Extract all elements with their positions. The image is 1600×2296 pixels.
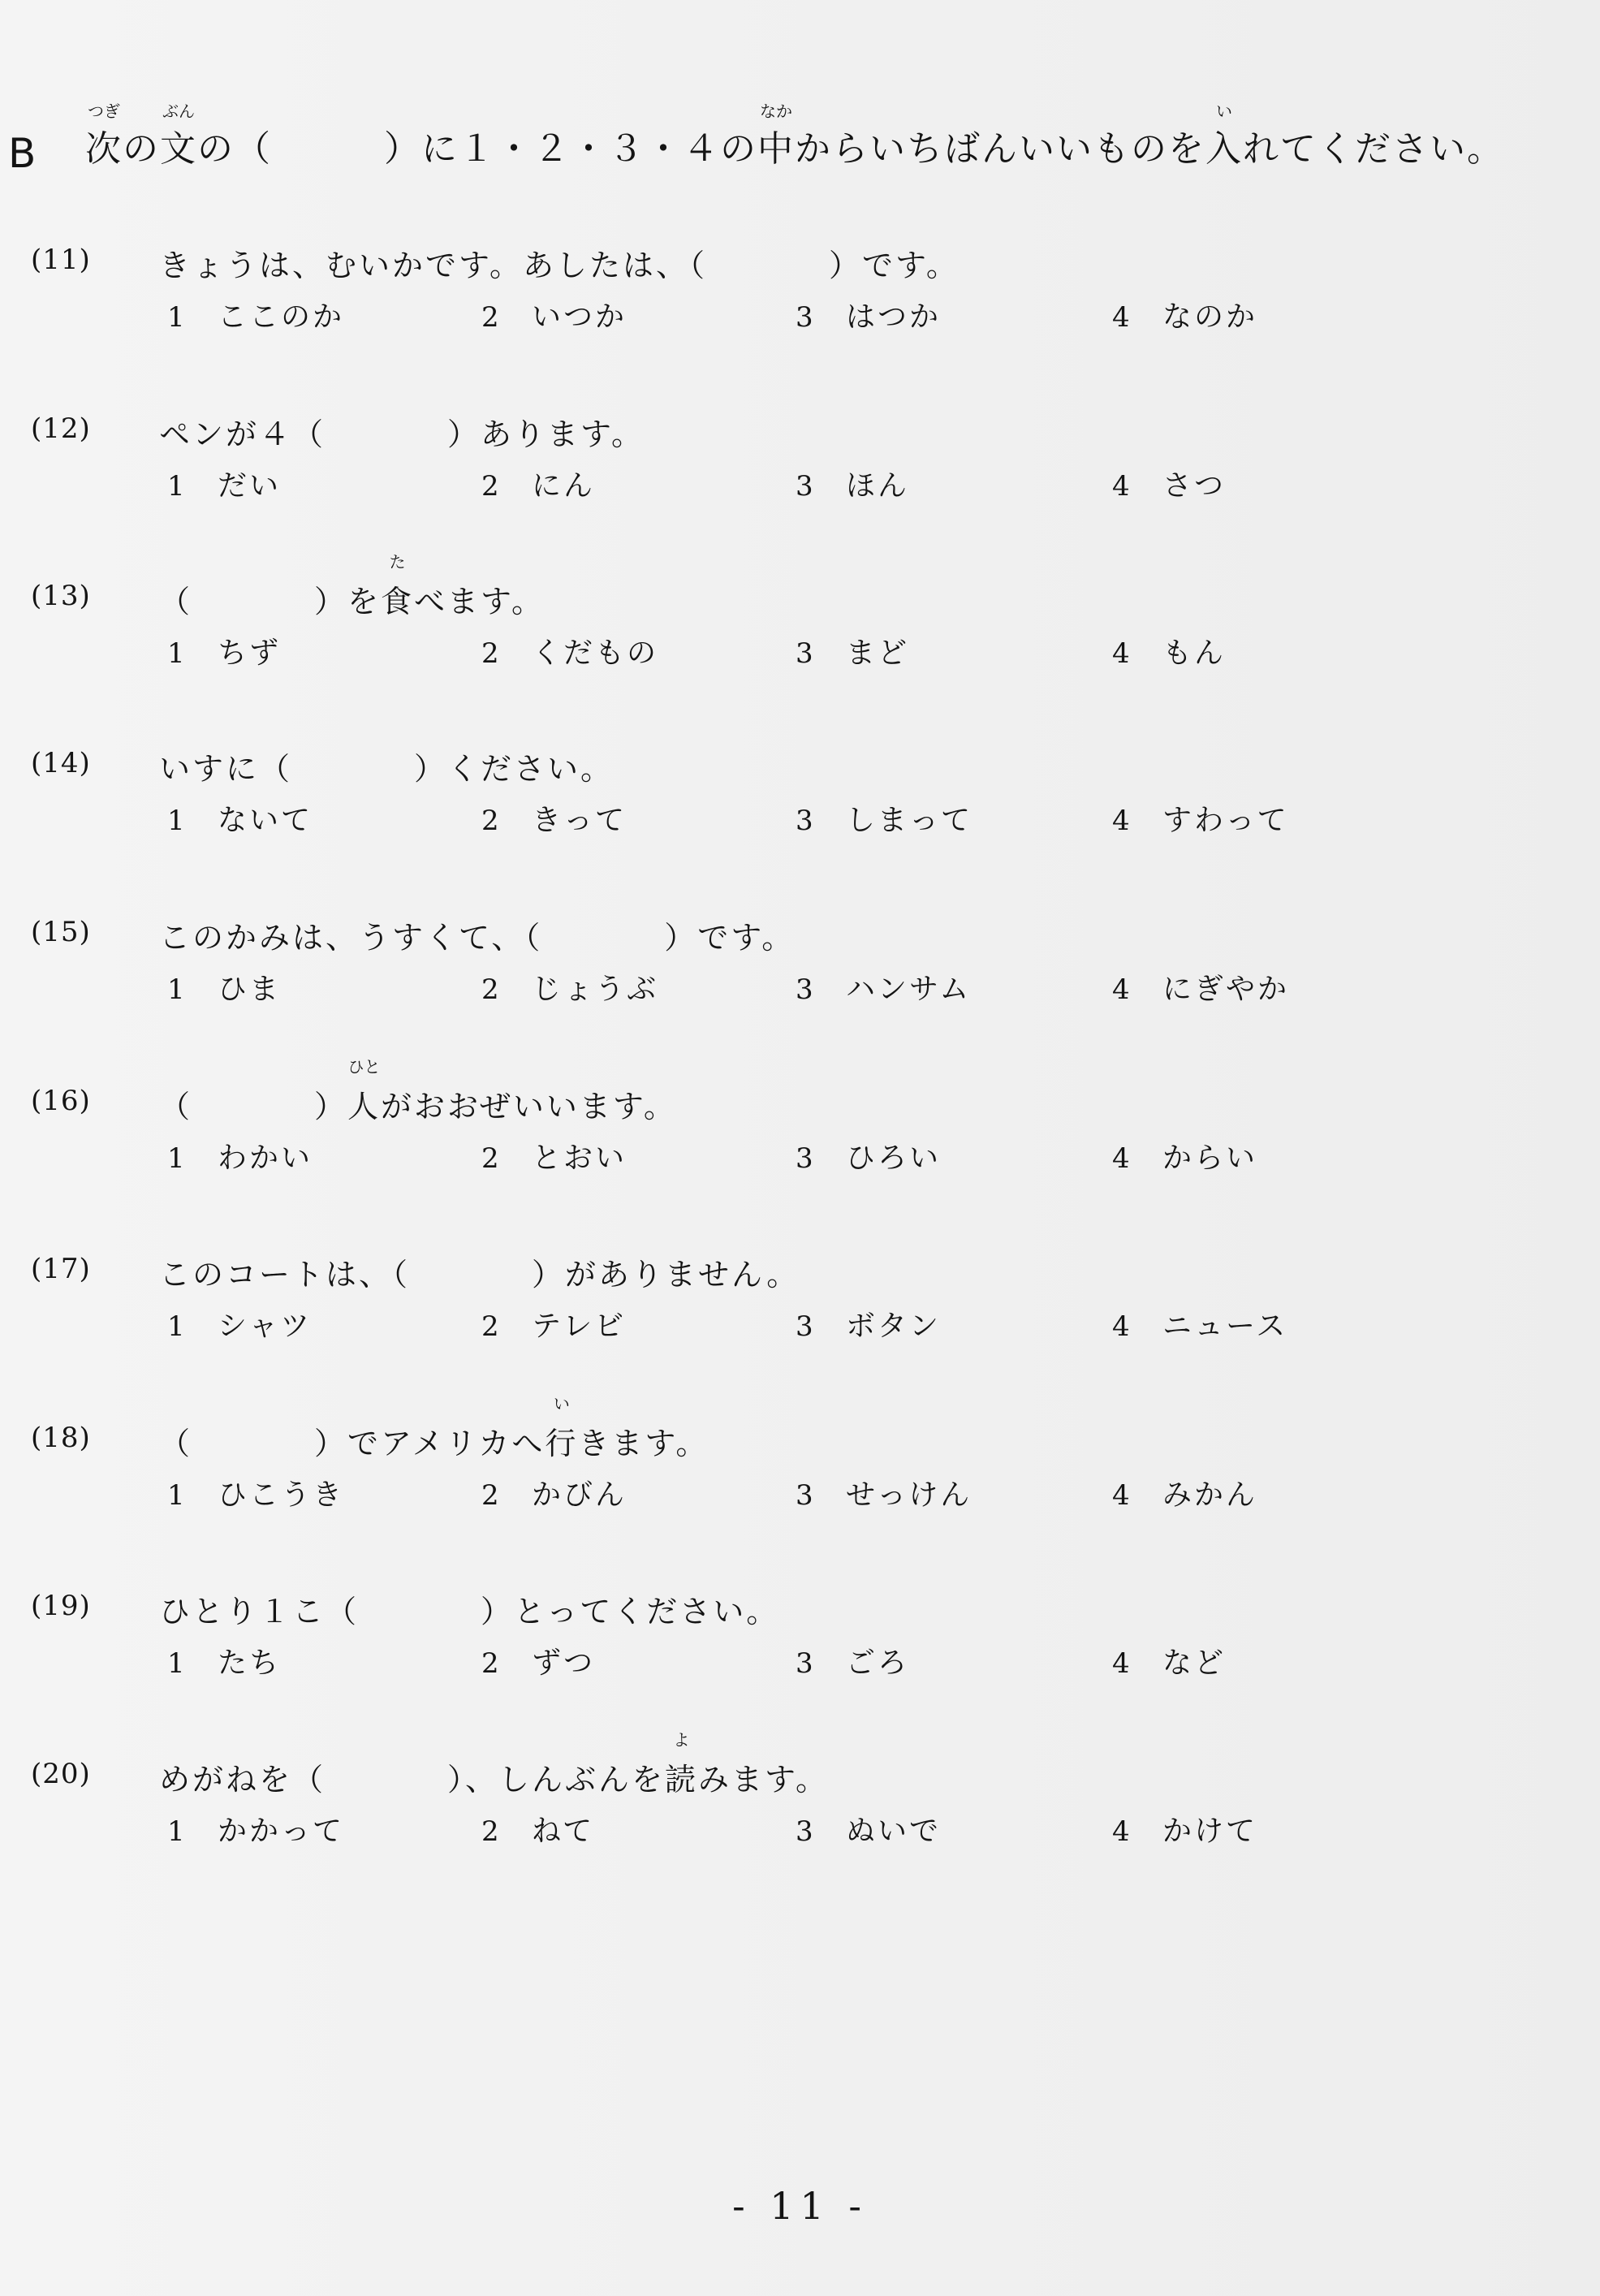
option-text: じょうぶ <box>532 973 659 1006</box>
question-number: (16) <box>31 1085 91 1117</box>
option-text: シャツ <box>218 1310 313 1343</box>
option-text: ぬいで <box>846 1815 942 1848</box>
option-number: 3 <box>796 301 816 334</box>
option-number: 4 <box>1112 1815 1132 1848</box>
question-text: ひとり１こ（ ）とってください。 <box>159 1594 780 1629</box>
question-text: めがねを（ ）、しんぶんを よ 読みます。 <box>159 1754 829 1799</box>
option-text: ごろ <box>846 1646 910 1680</box>
question-number: (11) <box>31 244 91 276</box>
question-item <box>31 552 1492 685</box>
answer-option <box>796 797 973 839</box>
answer-option <box>481 1135 627 1176</box>
option-text: かかって <box>218 1815 345 1848</box>
answer-option <box>796 1303 941 1344</box>
question-number: (15) <box>31 916 91 948</box>
question-text: ペンが４（ ）あります。 <box>159 416 645 452</box>
option-number: 1 <box>167 1310 188 1343</box>
answer-option <box>796 1135 941 1176</box>
question-item <box>31 244 1492 349</box>
question-item <box>31 1057 1492 1190</box>
answer-option <box>481 294 627 335</box>
answer-option <box>167 1303 312 1344</box>
question-text: （ ）を た 食べます。 <box>159 576 545 621</box>
option-text: さつ <box>1162 469 1227 503</box>
option-number: 3 <box>796 1647 816 1680</box>
answer-option <box>1112 797 1289 839</box>
option-number: 3 <box>796 1310 816 1343</box>
question-item <box>31 412 1492 518</box>
question-number: (14) <box>31 747 91 779</box>
answer-option <box>796 1808 941 1849</box>
option-number: 1 <box>167 805 188 837</box>
option-text: ここのか <box>218 300 345 334</box>
option-text: テレビ <box>532 1310 627 1343</box>
question-item <box>31 1253 1492 1358</box>
option-number: 1 <box>167 1647 188 1680</box>
option-number: 1 <box>167 301 188 334</box>
option-number: 4 <box>1112 301 1132 334</box>
question-text: きょうは、むいかです。あしたは、（ ）です。 <box>159 248 960 283</box>
option-text: にぎやか <box>1162 973 1290 1006</box>
answer-option <box>1112 966 1289 1008</box>
ruby-i: い <box>1216 101 1232 121</box>
answer-option <box>167 463 281 504</box>
option-text: いつか <box>532 300 627 334</box>
answer-option <box>1112 1472 1257 1513</box>
ruby-reading: い <box>553 1394 570 1413</box>
option-text: ひま <box>218 973 282 1006</box>
option-number: 4 <box>1112 805 1132 837</box>
option-text: まど <box>846 637 910 670</box>
answer-option <box>1112 630 1226 671</box>
option-number: 4 <box>1112 1479 1132 1512</box>
ruby-reading: ひと <box>347 1057 381 1077</box>
option-number: 1 <box>167 1815 188 1848</box>
answer-option <box>481 463 595 504</box>
ruby-bun: ぶん <box>162 101 195 121</box>
answer-option <box>167 1472 344 1513</box>
option-text: ほん <box>846 469 910 503</box>
question-item <box>31 747 1492 852</box>
option-number: 3 <box>796 1815 816 1848</box>
option-number: 2 <box>481 1479 502 1512</box>
option-text: くだもの <box>532 637 659 670</box>
answer-option <box>167 630 281 671</box>
option-text: なのか <box>1162 300 1258 334</box>
option-number: 3 <box>796 637 816 670</box>
ruby-reading: た <box>389 552 406 572</box>
answer-option <box>167 1135 313 1176</box>
question-item <box>31 1590 1492 1695</box>
option-number: 2 <box>481 1815 502 1848</box>
option-text: ひこうき <box>218 1478 345 1512</box>
answer-option <box>481 1303 626 1344</box>
answer-option <box>167 294 344 335</box>
answer-option <box>1112 1808 1257 1849</box>
answer-option <box>1112 1135 1257 1176</box>
page-number: - 11 - <box>732 2184 868 2228</box>
answer-option <box>481 1808 594 1849</box>
option-text: たち <box>218 1646 282 1680</box>
answer-option <box>796 630 909 671</box>
option-text: だい <box>218 469 282 503</box>
option-number: 1 <box>167 1142 188 1175</box>
option-number: 4 <box>1112 1142 1132 1175</box>
option-text: しまって <box>846 804 973 837</box>
option-number: 2 <box>481 805 502 837</box>
option-text: ちず <box>218 637 282 670</box>
option-text: ハンサム <box>846 973 972 1006</box>
option-number: 3 <box>796 1479 816 1512</box>
option-text: かけて <box>1162 1815 1258 1848</box>
option-number: 2 <box>481 637 502 670</box>
question-item <box>31 916 1492 1021</box>
option-text: にん <box>532 469 596 503</box>
option-number: 1 <box>167 1479 188 1512</box>
option-number: 2 <box>481 1142 502 1175</box>
option-number: 1 <box>167 470 188 503</box>
option-number: 4 <box>1112 1310 1132 1343</box>
answer-option <box>167 797 313 839</box>
option-text: とおい <box>532 1142 627 1175</box>
option-text: かびん <box>532 1478 627 1512</box>
answer-option <box>796 1472 972 1513</box>
question-item <box>31 1394 1492 1527</box>
answer-option <box>1112 1640 1226 1681</box>
answer-option <box>1112 1303 1287 1344</box>
option-number: 4 <box>1112 1647 1132 1680</box>
option-number: 2 <box>481 1310 502 1343</box>
option-number: 2 <box>481 470 502 503</box>
option-text: からい <box>1162 1142 1258 1175</box>
answer-option <box>481 1472 627 1513</box>
answer-option <box>167 966 281 1008</box>
section-instructions: つぎ 次の ぶん 文の（ ）に１・２・３・４の なか 中からいちばんいいものを い 入れてください。 <box>85 101 1504 170</box>
question-item <box>31 1730 1492 1863</box>
answer-option <box>481 630 658 671</box>
option-number: 4 <box>1112 470 1132 503</box>
option-text: わかい <box>218 1142 313 1175</box>
option-number: 2 <box>481 1647 502 1680</box>
option-number: 1 <box>167 973 188 1006</box>
answer-option <box>481 1640 595 1681</box>
section-mark: B <box>8 130 37 177</box>
option-number: 3 <box>796 470 816 503</box>
answer-option <box>167 1640 281 1681</box>
option-number: 2 <box>481 301 502 334</box>
option-text: きって <box>532 804 627 837</box>
question-text: このかみは、うすくて、（ ）です。 <box>159 920 796 956</box>
option-text: ねて <box>532 1815 595 1848</box>
ruby-naka: なか <box>760 101 792 121</box>
question-number: (19) <box>31 1590 91 1622</box>
option-number: 1 <box>167 637 188 670</box>
option-number: 4 <box>1112 973 1132 1006</box>
option-text: など <box>1162 1646 1227 1680</box>
answer-option <box>796 294 941 335</box>
option-text: ずつ <box>532 1646 596 1680</box>
question-number: (17) <box>31 1253 91 1285</box>
question-text: このコートは、（ ）がありません。 <box>159 1257 800 1293</box>
option-text: ボタン <box>846 1310 942 1343</box>
option-text: すわって <box>1162 804 1289 837</box>
answer-option <box>167 1808 344 1849</box>
option-text: ひろい <box>846 1142 942 1175</box>
option-number: 3 <box>796 973 816 1006</box>
answer-option <box>796 966 971 1008</box>
option-number: 3 <box>796 1142 816 1175</box>
option-text: ニュース <box>1162 1310 1288 1343</box>
question-number: (18) <box>31 1422 91 1454</box>
answer-option <box>481 797 627 839</box>
option-text: はつか <box>846 300 942 334</box>
option-text: せっけん <box>846 1478 973 1512</box>
answer-option <box>796 1640 909 1681</box>
option-number: 4 <box>1112 637 1132 670</box>
answer-option <box>796 463 909 504</box>
question-number: (13) <box>31 580 91 612</box>
option-text: ないて <box>218 804 313 837</box>
option-text: みかん <box>1162 1478 1258 1512</box>
ruby-tsugi: つぎ <box>88 101 120 121</box>
question-text: いすに（ ）ください。 <box>159 751 615 787</box>
question-text: （ ） ひと 人がおおぜいいます。 <box>159 1081 677 1126</box>
answer-option <box>1112 294 1257 335</box>
question-number: (20) <box>31 1758 91 1790</box>
option-text: もん <box>1162 637 1227 670</box>
answer-option <box>1112 463 1226 504</box>
question-text: （ ）でアメリカへ い 行きます。 <box>159 1418 709 1463</box>
question-number: (12) <box>31 412 91 445</box>
option-number: 3 <box>796 805 816 837</box>
ruby-reading: よ <box>673 1730 690 1750</box>
answer-option <box>481 966 658 1008</box>
option-number: 2 <box>481 973 502 1006</box>
